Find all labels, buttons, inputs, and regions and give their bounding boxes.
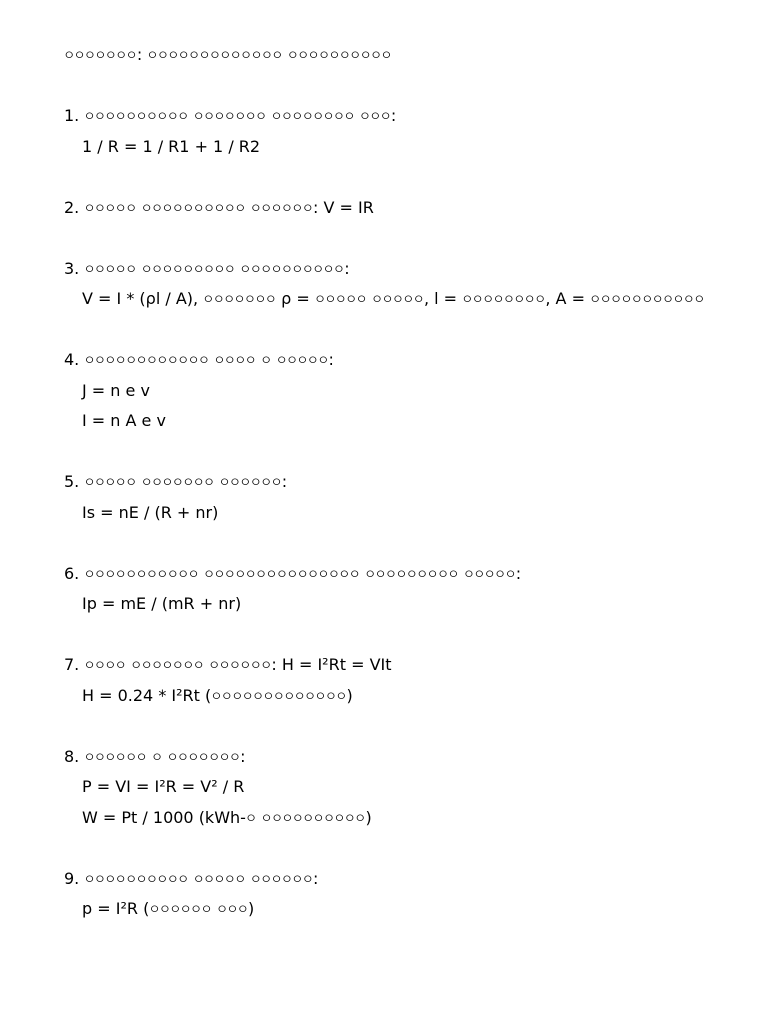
formula-line: J = n e v	[82, 380, 150, 400]
spacer	[64, 71, 754, 102]
formula-item-6	[64, 559, 754, 620]
formula-heading: 7. ০০০০ ০০০০০০০ ০০০০০০: H = I²Rt = VIt	[64, 655, 392, 674]
spacer	[64, 620, 754, 651]
formula-heading: 4. ০০০০০০০০০০০০ ০০০০ ০ ০০০০০:	[64, 350, 334, 369]
formula-heading: 5. ০০০০০ ০০০০০০০ ০০০০০০:	[64, 472, 288, 491]
formula-line: 1 / R = 1 / R1 + 1 / R2	[82, 136, 261, 156]
spacer	[64, 528, 754, 559]
formula-item-8	[64, 742, 754, 834]
formula-line: Ip = mE / (mR + nr)	[82, 594, 242, 613]
spacer	[64, 162, 754, 193]
formula-item-1	[64, 101, 754, 162]
formula-line: P = VI = I²R = V² / R	[82, 777, 245, 796]
formula-item-3	[64, 254, 754, 315]
spacer	[64, 711, 754, 742]
formula-heading: 6. ০০০০০০০০০০০ ০০০০০০০০০০০০০০০ ০০০০০০০০০ ০০০০০:	[64, 563, 522, 583]
formula-item-5	[64, 467, 754, 528]
formula-heading: 3. ০০০০০ ০০০০০০০০০ ০০০০০০০০০০:	[64, 258, 350, 278]
formula-line: Is = nE / (R + nr)	[82, 502, 219, 522]
formula-heading: 1. ০০০০০০০০০০ ০০০০০০০ ০০০০০০০০ ০০০:	[64, 106, 397, 125]
formula-heading: 9. ০০০০০০০০০০ ০০০০০ ০০০০০০:	[64, 868, 319, 888]
formula-line: I = n A e v	[82, 411, 166, 430]
spacer	[64, 223, 754, 254]
document-title: ০০০০০০০: ০০০০০০০০০০০০০ ০০০০০০০০০০	[64, 45, 392, 64]
spacer	[64, 437, 754, 468]
formula-heading: 8. ০০০০০০ ০ ০০০০০০০:	[64, 746, 246, 766]
formula-line: p = I²R (০০০০০০ ০০০)	[82, 899, 255, 918]
formula-heading: 2. ০০০০০ ০০০০০০০০০০ ০০০০০০: V = IR	[64, 197, 374, 217]
formula-line: W = Pt / 1000 (kWh-০ ০০০০০০০০০০)	[82, 807, 372, 827]
formula-line: H = 0.24 * I²Rt (০০০০০০০০০০০০০)	[82, 685, 353, 705]
document-page	[64, 40, 754, 925]
spacer	[64, 833, 754, 864]
formula-item-4	[64, 345, 754, 437]
formula-line: V = I * (ρl / A), ০০০০০০০ ρ = ০০০০০ ০০০০০, l = ০০০০০০০০, A = ০০০০০০০০০০০	[82, 289, 705, 308]
spacer	[64, 315, 754, 346]
formula-item-2	[64, 193, 754, 224]
formula-item-7	[64, 650, 754, 711]
formula-item-9	[64, 864, 754, 925]
